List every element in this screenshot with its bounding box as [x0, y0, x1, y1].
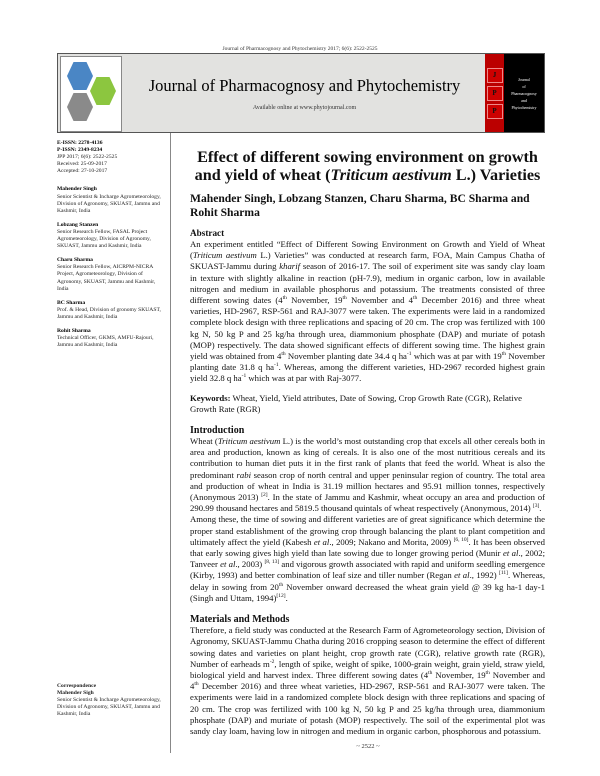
article-title	[190, 148, 545, 184]
text-segment: Wheat (	[190, 436, 218, 447]
affiliation-text: Prof. & Head, Division of gronomy SKUAST, Jammu and Kashmir, India	[57, 306, 161, 320]
text-segment: -2	[269, 658, 275, 665]
text-segment: th	[281, 351, 286, 358]
text-segment: [11]	[499, 570, 508, 577]
text-segment: [3]	[532, 503, 540, 510]
eissn: E-ISSN: 2278-4136	[57, 140, 103, 146]
affiliation-name: BC Sharma	[57, 299, 86, 306]
correspondence-affiliation: Senior Scientist & Incharge Agrometeorology, Division of Agronomy, SKUAST, Jammu and Kashmir, India	[57, 697, 161, 718]
running-header: Journal of Pharmacognosy and Phytochemistry 2017; 6(6): 2522-2525	[222, 46, 378, 52]
page-number: ~ 2522 ~	[356, 743, 380, 751]
text-segment: kharif	[279, 261, 301, 272]
text-segment: which was at par with Raj-3077.	[246, 373, 362, 384]
text-segment: et al	[313, 536, 330, 547]
badge-letter: P	[487, 86, 503, 101]
text-segment: and vigorous growth associated with rapid and uniform seedling emergence (Kirby, 1993) and better combination of leaf size and tiller number (Regan	[190, 559, 545, 581]
text-segment: ., 2003)	[235, 559, 265, 570]
text-segment: December 2016) and three wheat varieties, HD-2967, RSP-561 and RAJ-3077 were taken. The experiments were laid in a randomized complete block design with three replications and spacing of 20 cm. The crop was fertilized with 100 kg N, 50 kg P and 25 kg/ha through urea, diammonium phosphate (DAP) and muriate of potash (MOP) respectively. The data showed significant effects of different sowing time. The highest grain yield was obtained from 4	[190, 295, 546, 362]
affiliation-name: Mahender Singh	[57, 186, 97, 193]
text-segment: December 2016) and three wheat varieties, HD-2967, RSP-561 and RAJ-3077 were taken. The experiments were laid in a randomized complete block design with three replications and spacing of 20 cm. The crop was fertilized with 100 kg N, 50 kg P and 25 kg/ha through urea, diammonium phosphate (DAP) and muriate of potash (MOP) respectively. The soil of the experimental plot was sandy clay loam, having low in nitrogen and medium in organic carbon, phosphorous and potassium.	[190, 681, 545, 736]
text-segment: Triticum aestivum	[192, 250, 257, 261]
text-segment: -1	[241, 373, 247, 380]
jpp-badge	[485, 54, 504, 132]
affiliation-text: Senior Scientist & Incharge Agrometeorology, Division of Agronomy, SKUAST, Jammu and Kashmir, India	[57, 193, 161, 214]
text-segment: Triticum aestivum	[330, 166, 452, 184]
text-segment: L.) Varieties” was conducted at research farm, FOA, Main Campus Chatha of SKUAST-Jammu during	[190, 250, 545, 272]
text-segment: season crop of north central and upper peninsular region of country. The total area and production of wheat in India is 31.19 million hectares and 95.91 million tonnes, respectively (Anonymous 2013)	[190, 469, 545, 503]
available-online: Available online at www.phytojournal.com	[252, 104, 357, 111]
text-segment: which was at par with 19	[411, 351, 502, 362]
accepted-date: Accepted: 27-10-2017	[57, 168, 108, 175]
text-segment: ., 2002; Tanveer	[190, 548, 546, 570]
text-segment: .	[539, 503, 542, 514]
text-segment: L.) is the world’s most outstanding crop that excels all other cereals both in area and production, known as king of cereals. It is also one of the most nutritious cereals and its contribution to human diet puts it in the first rank of plants that feed the world. Wheat is also the predominant	[190, 436, 546, 480]
article-body	[190, 148, 545, 756]
correspondence-name: Mahender Sigh	[57, 690, 94, 697]
side-logo-text: Journal	[518, 76, 530, 82]
author-affiliation	[57, 257, 167, 292]
author-affiliation	[57, 186, 167, 214]
text-segment: Triticum aestivum	[217, 436, 281, 447]
affiliation-name: Charu Sharma	[57, 257, 93, 264]
introduction-heading: Introduction	[190, 425, 245, 437]
text-segment: November onward decreased the wheat grain yield @ 39 kg ha-1 day-1 (Singh and Uttam, 1994)	[190, 581, 545, 603]
text-segment: th	[428, 670, 433, 677]
mortar-hex-icon	[90, 77, 116, 105]
journal-title: Journal of Pharmacognosy and Phytochemistry	[148, 75, 461, 95]
text-segment: ., 2009; Nakano and Morita, 2009)	[329, 536, 454, 547]
journal-banner	[57, 53, 545, 133]
text-segment: et al	[454, 570, 470, 581]
text-segment: November, 19	[286, 295, 343, 306]
text-segment: November, 19	[432, 669, 486, 680]
citation: JPP 2017; 6(6): 2522-2525	[57, 154, 118, 161]
correspondence-label: Correspondence	[57, 683, 97, 689]
pissn: P-ISSN: 2349-8234	[57, 147, 103, 154]
text-segment: [2]	[261, 492, 268, 499]
text-segment: November and 4	[346, 295, 414, 306]
column-divider	[170, 133, 171, 753]
affiliation-text: Technical Officer, GKMS, AMFU-Rajouri, Jammu and Kashmir, India	[57, 335, 154, 349]
text-segment: November planting date 34.4 q ha	[285, 351, 407, 362]
text-segment: th	[342, 295, 347, 302]
side-logo-text: Pharmacognosy	[511, 90, 537, 96]
side-logo-text: and	[521, 97, 527, 103]
author-affiliation	[57, 328, 167, 349]
side-logo-text: Phytochemistry	[511, 104, 537, 110]
author-affiliation	[57, 222, 167, 250]
affiliation-text: Senior Research Fellow, FASAL Project Agrometeorology, Division of Agronomy, SKUAST, Jammu and Kashmir, India	[57, 228, 151, 250]
affiliation-name: Lobzang Stanzen	[57, 221, 99, 228]
methods-paragraph	[190, 625, 545, 737]
abstract-heading: Abstract	[190, 228, 225, 238]
text-segment: th	[485, 670, 490, 677]
affiliation-text: Senior Research Fellow, AICRPM-NICRA Project, Agrometeorology, Division of Agronomy, SKUAST, Jammu and Kashmir, India	[57, 264, 156, 292]
article-authors: Mahender Singh, Lobzang Stanzen, Charu Sharma, BC Sharma and Rohit Sharma	[190, 192, 530, 219]
text-segment: . Whereas, delay in sowing from 20	[190, 570, 545, 592]
text-segment: ., 1992)	[469, 570, 500, 581]
text-segment: et al	[502, 548, 519, 559]
keywords	[190, 393, 545, 415]
text-segment: L.) Varieties	[451, 166, 541, 184]
text-segment: th	[501, 351, 506, 358]
received-date: Received: 25-09-2017	[57, 161, 107, 168]
text-segment: Therefore, a field study was conducted at the Research Farm of Agrometeorology section, Division of Agronomy, SKUAST-Jammu Chatha during 2016 cropping season to determine the effect of different sowing dates and varieties on plant height, crop growth rate (CGR), relative growth rate (RGR), Number of earheads m	[190, 625, 545, 669]
text-segment: .	[285, 592, 288, 603]
badge-letter: J	[487, 68, 503, 83]
affiliation-name: Rohit Sharma	[57, 327, 91, 334]
text-segment: [6, 10]	[453, 536, 469, 543]
text-segment: Effect of different sowing environment on growth and yield of wheat (	[194, 148, 538, 184]
text-segment: , length of spike, weight of spike, 1000-grain weight, grain yield, straw yield, biological yield and harvest index. Three different sowing dates (4	[190, 658, 545, 680]
text-segment: November planting date 31.8 q ha	[190, 351, 545, 373]
text-segment: November and 4	[190, 669, 546, 692]
text-segment: -1	[274, 362, 279, 369]
author-affiliation	[57, 300, 167, 321]
methods-heading: Materials and Methods	[190, 614, 290, 626]
text-segment: An experiment entitled “Effect of Different Sowing Environment on Growth and Yield of Wheat (	[190, 239, 545, 261]
text-segment: -1	[406, 351, 412, 358]
left-sidebar	[57, 140, 167, 356]
text-segment: th	[278, 581, 284, 588]
text-segment: [12]	[276, 593, 286, 599]
side-logo-text: of	[522, 83, 526, 89]
text-segment: th	[282, 295, 287, 302]
text-segment: . Whereas, among the different varieties, HD-2967 recorded highest grain yield 32.8 q ha	[190, 362, 545, 384]
text-segment: [8, 13]	[264, 559, 280, 566]
text-segment: et al	[220, 559, 236, 570]
text-segment: th	[194, 681, 199, 688]
intro-paragraph	[190, 514, 545, 604]
intro-paragraph	[190, 436, 545, 514]
side-logo	[504, 54, 544, 132]
text-segment: th	[413, 295, 418, 302]
flask-hex-icon	[67, 93, 93, 121]
correspondence	[57, 683, 167, 718]
dna-hex-icon	[67, 62, 93, 90]
text-segment: rabi	[236, 469, 252, 480]
keywords-label: Keywords:	[190, 392, 231, 403]
text-segment: . It has been observed that early sowing gives high yield than late sowing due to longer growing period (Munir	[190, 536, 546, 559]
abstract-text	[190, 239, 545, 385]
text-segment: season of 2016-17. The soil of experiment site was sandy clay loam in texture with slightly alkaline in reaction (pH-7.9), medium in organic carbon, low in available nitrogen and medium in available phosphorus and potassium. The treatments consisted of three different sowing dates (4	[190, 261, 545, 306]
keywords-list: Wheat, Yield, Yield attributes, Date of Sowing, Crop Growth Rate (CGR), Relative Growth Rate (RGR)	[190, 392, 522, 414]
text-segment: . In the state of Jammu and Kashmir, wheat occupy an area and production of 290.99 thousand hectares and 5819.5 thousand quintals of wheat respectively (Anonymous, 2014)	[190, 492, 545, 514]
journal-logo	[60, 56, 122, 132]
badge-letter: P	[487, 104, 503, 119]
text-segment: Among these, the time of sowing and different varieties are of great significance which determine the proper stand establishment of the growing crop through balancing the plant to plant competition and ultimately affect the yield (Kabesh	[190, 514, 545, 547]
